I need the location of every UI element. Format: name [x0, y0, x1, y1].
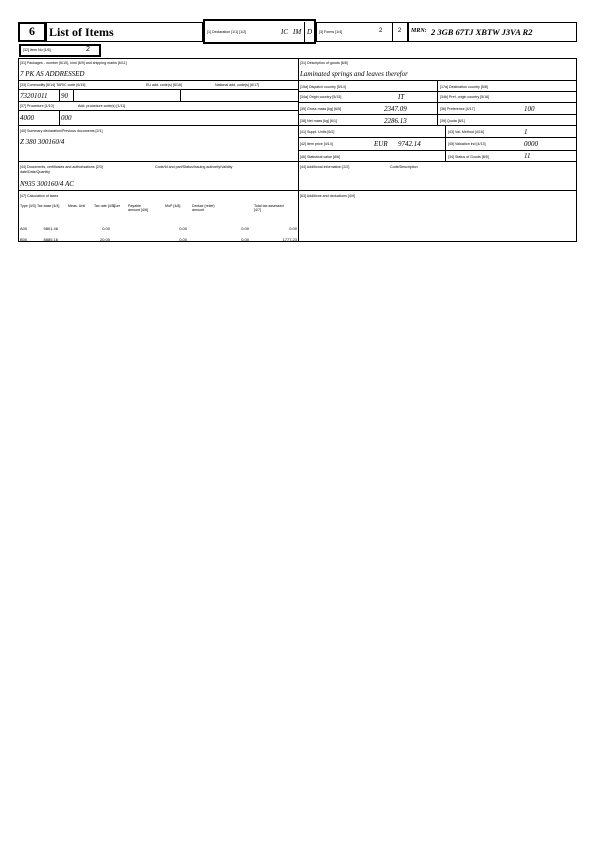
- status-of-goods-value: 11: [524, 152, 531, 160]
- page-title: List of Items: [49, 25, 114, 39]
- declaration-label: [1] Declaration [1/1] [1/2]: [207, 30, 247, 34]
- quota-label: [39] Quota [8/1]: [440, 119, 465, 123]
- declaration-value-1: IC: [281, 28, 288, 36]
- item-no-label: [32] Item No [1/6]: [23, 48, 51, 52]
- tax-cell: 0.00: [241, 226, 249, 231]
- tax-column-header: Payable amount [4/6]: [128, 204, 148, 212]
- preference-label: [36] Preference [4/17]: [440, 107, 475, 111]
- tax-cell: 0.00: [179, 226, 187, 231]
- additional-info-label-detail: Code/Description: [390, 165, 418, 169]
- tax-cell: A00: [20, 226, 28, 231]
- val-method-label: [43] Val. Method [4/16]: [448, 130, 484, 134]
- procedure-value-1: 4000: [20, 114, 34, 122]
- origin-country-label: [34a] Origin country [5/15]: [300, 95, 342, 99]
- declaration-value-3: D: [307, 28, 313, 36]
- forms-value-2: 2: [398, 28, 402, 34]
- calc-label: [47] Calculation of taxes: [20, 194, 59, 198]
- valuation-ind-value: 0000: [524, 140, 538, 148]
- tax-column-header: Meas. Unit: [68, 204, 86, 208]
- description-value: Laminated springs and leaves therefor: [300, 70, 408, 78]
- mrn-value: 2 3GB 67TJ XBTW J3VA R2: [431, 27, 533, 37]
- additional-info-label: [44] Additional information [2/2]: [300, 165, 350, 169]
- tax-column-header: Type [4/3]: [20, 204, 36, 208]
- tax-cell: 8885.16: [43, 237, 58, 242]
- tax-column-header: Deduct (relief) amount: [192, 204, 215, 212]
- summary-declaration-label: [40] Summary declaration/Previous documents [2/1]: [20, 129, 103, 133]
- procedure-label: [37] Procedure [1/10]: [20, 104, 54, 108]
- origin-country-value: IT: [398, 93, 405, 101]
- val-method-value: 1: [524, 128, 528, 136]
- item-no-value: 2: [86, 46, 90, 53]
- documents-label-detail: Code/Id and part/Status/Issuing authority/Validity: [155, 165, 233, 169]
- tax-column-header: MoP [4/8]: [165, 204, 181, 208]
- gross-mass-value: 2347.09: [384, 105, 407, 113]
- documents-value: N935 300160/4 AC: [20, 180, 74, 188]
- item-price-currency: EUR: [374, 140, 388, 148]
- additions-label: [63] Additions and deductions [4/9]: [300, 194, 355, 198]
- preference-value: 100: [524, 105, 535, 113]
- destination-country-label: [17a] Destination country [5/8]: [440, 85, 488, 89]
- sheet-number: 6: [29, 24, 35, 38]
- declaration-value-2: IM: [293, 28, 302, 36]
- tax-cell: 20.00: [99, 237, 110, 242]
- forms-label: [3] Forms [1/4]: [319, 30, 343, 34]
- commodity-label: [33] Commodity [6/14] TARIC code [6/15]: [20, 83, 86, 87]
- description-label: [31] Description of goods [6/8]: [300, 61, 348, 65]
- item-price-value: 9742.14: [398, 140, 421, 148]
- tax-column-header: Tax base [4/4]: [37, 204, 60, 208]
- tax-cell: 0.00: [289, 226, 297, 231]
- eu-add-code-label: EU add. code(s) [6/16]: [146, 83, 182, 87]
- valuation-ind-label: [45] Valuation ind [4/13]: [448, 142, 486, 146]
- tax-column-header: Curr: [113, 204, 120, 208]
- dispatch-country-label: [15a] Dispatch country [5/14]: [300, 85, 346, 89]
- tax-cell: 1777.23: [282, 237, 297, 242]
- mrn-label: MRN:: [411, 28, 427, 34]
- tax-cell: B00: [20, 237, 28, 242]
- tax-column-header: Total tax assessed [4/7]: [254, 204, 284, 212]
- tax-cell: 0.00: [102, 226, 110, 231]
- documents-label: [44] Documents, certificates and authorisations [2/3]: [20, 165, 103, 169]
- tax-column-header: Tax rate [4/5]: [94, 204, 115, 208]
- add-procedure-label: Add. procedure code(s) [1/11]: [78, 104, 126, 108]
- packages-label: [31] Packages - number [6/10], kind [6/9] and shipping marks [6/11]: [20, 61, 127, 65]
- item-price-label: [42] Item price [4/14]: [300, 142, 333, 146]
- pref-origin-country-label: [34b] Pref. origin country [5/16]: [440, 95, 490, 99]
- packages-value: 7 PK AS ADDRESSED: [20, 70, 85, 78]
- commodity-value-1: 73201011: [20, 92, 48, 100]
- commodity-value-2: 90: [61, 92, 68, 100]
- net-mass-value: 2286.13: [384, 117, 407, 125]
- supp-units-label: [41] Suppl. Units [6/2]: [300, 130, 335, 134]
- national-add-code-label: National add. code(s) [6/17]: [215, 83, 260, 87]
- summary-declaration-value: Z 380 300160/4: [20, 138, 65, 146]
- tax-cell: 0.00: [179, 237, 187, 242]
- procedure-value-2: 000: [61, 114, 72, 122]
- statistical-value-label: [46] Statistical value [8/6]: [300, 155, 340, 159]
- forms-value-1: 2: [379, 28, 383, 34]
- tax-cell: 9801.46: [43, 226, 58, 231]
- tax-cell: 0.00: [241, 237, 249, 242]
- gross-mass-label: [35] Gross mass [kg] [6/5]: [300, 107, 341, 111]
- net-mass-label: [38] Net mass [kg] [6/1]: [300, 119, 337, 123]
- status-of-goods-label: [34] Status of Goods [8/5]: [448, 155, 489, 159]
